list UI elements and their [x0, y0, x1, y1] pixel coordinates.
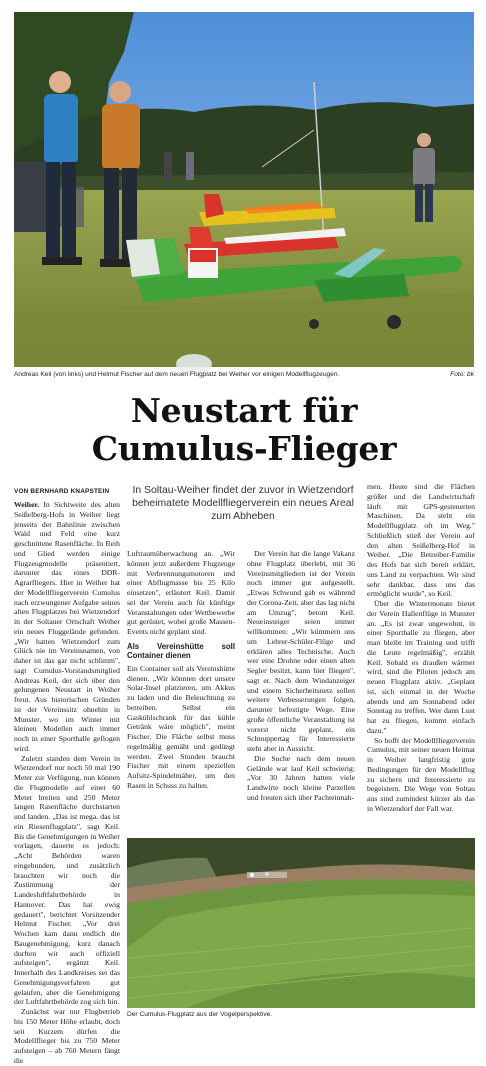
paragraph-text: In Sichtweite des alten Seißelberg-Hofs in Weiher liegt jenseits der Bahnlinie zwischen Wald und Feld eine kurz geschnittene Rasenfläche. In Reih und Glied werden einige Flugzeugmodelle präsentiert, darunter das eines DDR-Agrarfliegers. Hier in Weiher hat der Modellfliegerverein Cumulus nach erzwungener Aufgabe seines alten Flugplatzes bei Wietzendorf in der Soltauer Ortschaft Weiher ein neues Fluggelände gefunden. „Wir hatten Wietzendorf zum Glück nie im Vereinsnamen, von daher ist das gar nicht schlimm", sagt Cumulus-Vorstandsmitglied Andreas Keil, der sich über den gelungenen Neustart in Weiher freut. Aus historischen Gründen ist der Vereinssitz ohnehin in Munster, wo im Winter mit kleinen Modellen auch immer noch in einer Sporthalle geflogen wird.	[14, 500, 120, 753]
photo-credit: Foto: bk	[450, 371, 474, 378]
paragraph: men. Heute sind die Flächen größer und die Landwirtschaft läuft mit GPS-gesteuerten Maschinen. Da steht ein Modellflugplatz oft im Weg." Schließlich stieß der Verein auf den alten Seißelberg-Hof in Weiher. „Die Betreiber-Familie des Hofs hat sich bereit erklärt, uns Land zu verpachten. Wir sind sehr dankbar, dass uns das ermöglicht wurde", so Keil.	[367, 482, 475, 599]
article-column-4	[367, 482, 475, 828]
paragraph: Über die Wintermonate bietet der Verein Hallenflüge in Munster an. „Es ist zwar ungewohnt, in einer Sporthalle zu fliegen, aber man bleibt im Training und trifft die Leute regelmäßig", erzählt Keil. Sobald es draußen wärmer wird, sind die Piloten jedoch am neuen Flugplatz aktiv. „Geplant ist, sich einmal in der Woche abends und am Sonnabend oder Sonntag zu treffen. Wer dann Lust hat zu fliegen, kommt einfach dazu."	[367, 599, 475, 735]
main-photo-illustration	[14, 12, 474, 367]
headline-line-1: Neustart für	[130, 391, 358, 430]
aerial-photo-airfield	[127, 838, 475, 1008]
aerial-photo-caption: Der Cumulus-Flugplatz aus der Vogelperspektive.	[127, 1011, 273, 1018]
paragraph: Zunächst war nur Flugbetrieb bis 150 Meter Höhe erlaubt, doch seit Kurzem dürfen die Modellflieger bis zu 750 Meter aufsteigen – ab 760 Metern fängt die	[14, 1007, 120, 1065]
caption-text: Andreas Keil (von links) und Helmut Fischer auf dem neuen Flugplatz bei Weiher vor einigen Modellflugzeugen.	[14, 371, 340, 378]
paragraph: Luftraumüberwachung an. „Wir können jetzt außerdem Flugzeuge mit Verbrennungsmotoren und einer Abflugmasse bis 25 Kilo einsetzen", erläutert Keil. Damit sei der Verein auch für künftige Veranstaltungen oder Wettbewerbe gut gerüstet, wobei große Massen-Events nicht geplant sind.	[127, 549, 235, 636]
dateline: Weiher.	[14, 500, 40, 509]
paragraph	[14, 500, 120, 754]
teaser-subheading: In Soltau-Weiher findet der zuvor in Wietzendorf beheimatete Modellfliegerverein ein neues Areal zum Abheben	[132, 485, 354, 522]
paragraph: So hofft der Modellfliegerverein Cumulus, mit seiner neuen Heimat in Weiher langfristig gute Bedingungen für den Modellflug zu sichern und Interessierte zu begeistern. Die Wege von Soltau aus sind zumindest kürzer als das in Wietzendorf der Fall war.	[367, 735, 475, 813]
article-column-2	[127, 549, 235, 829]
subheading: Als Vereinshütte soll Container dienen	[127, 641, 235, 661]
article-column-3	[247, 549, 355, 829]
paragraph: Die Suche nach dem neuen Gelände war lauf Keil schwierig: „Vor 30 Jahren hatten viele Landwirte noch kleine Parzellen und freuten sich über Pachteinnah-	[247, 753, 355, 802]
person-andreas-keil	[42, 71, 82, 265]
main-photo-model-airfield	[14, 12, 474, 367]
paragraph: Ein Container soll als Vereinshütte dienen. „Wir könnten dort unsere Solar-Insel platzieren, um Akkus zu laden und die Beleuchtung zu betreiben. Selbst ein Gaskühlschrank für das kühle Getränk wäre möglich", meint Fischer. Die Fläche selbst muss regelmäßig gemäht und gedüngt werden. Zwei Stunden braucht Fischer mit einem speziellen Aufsitz-Spindelmäher, um den Rasen in Schuss zu halten.	[127, 663, 235, 790]
paragraph: Der Verein hat die lange Vakanz ohne Flugplatz überlebt, mit 36 Vereinsmitgliedern ist der Verein noch immer gut aufgestellt. „Etwas Schwund gab es während der Corona-Zeit, aber das lag nicht am Umzug", betont Keil. Neueinsteiger seien immer willkommen: „Wir kümmern uns um Lehrer-Schüler-Flüge und erklären alles Technische. Auch wer eine Drohne oder einen alten Segler besitzt, kann hier fliegen", sagt er. Nach dem Windanzeiger und einem Sicherheitsnetz sollen weitere Verbesserungen folgen, darunter befestigte Wege. Eine große öffentliche Veranstaltung ist vorerst nicht geplant, ein Schnuppertag für Interessierte steht aber in Aussicht.	[247, 549, 355, 753]
article-column-1	[14, 500, 120, 1065]
paragraph: Zuletzt standen dem Verein in Wietzendorf nur noch 50 mal 190 Meter zur Verfügung, nun können die Flugmodelle auf einer 60 Meter breiten und 250 Meter langen Rasenfläche durchstarten und landen. „Das ist mega, das ist ein Riesenflugplatz", sagt Keil. Bis die Genehmigungen in Weiher vorlagen, dauerte es jedoch: „Acht Behörden waren eingebunden, und zusätzlich brauchten wir noch die Zustimmung der Landesluftfahrtbehörde in Hannover. Das hat ewig gedauert", berichtet Vorsitzender Helmut Fischer. „Vor drei Wochen kam dann endlich die Baugenehmigung, kurz danach durften wir auch offiziell aufsteigen", ergänzt Keil. Innerhalb des Landkreises sei das Genehmigungsverfahren gut gelaufen, aber die Genehmigung der Luftfahrtbehörde zog sich hin.	[14, 753, 120, 1007]
main-photo-caption	[14, 370, 474, 379]
headline-line-2: Cumulus-Flieger	[91, 429, 397, 468]
headline	[14, 392, 474, 468]
aerial-photo-illustration	[127, 838, 475, 1008]
byline: VON BERNHARD KNAPSTEIN	[14, 488, 110, 495]
